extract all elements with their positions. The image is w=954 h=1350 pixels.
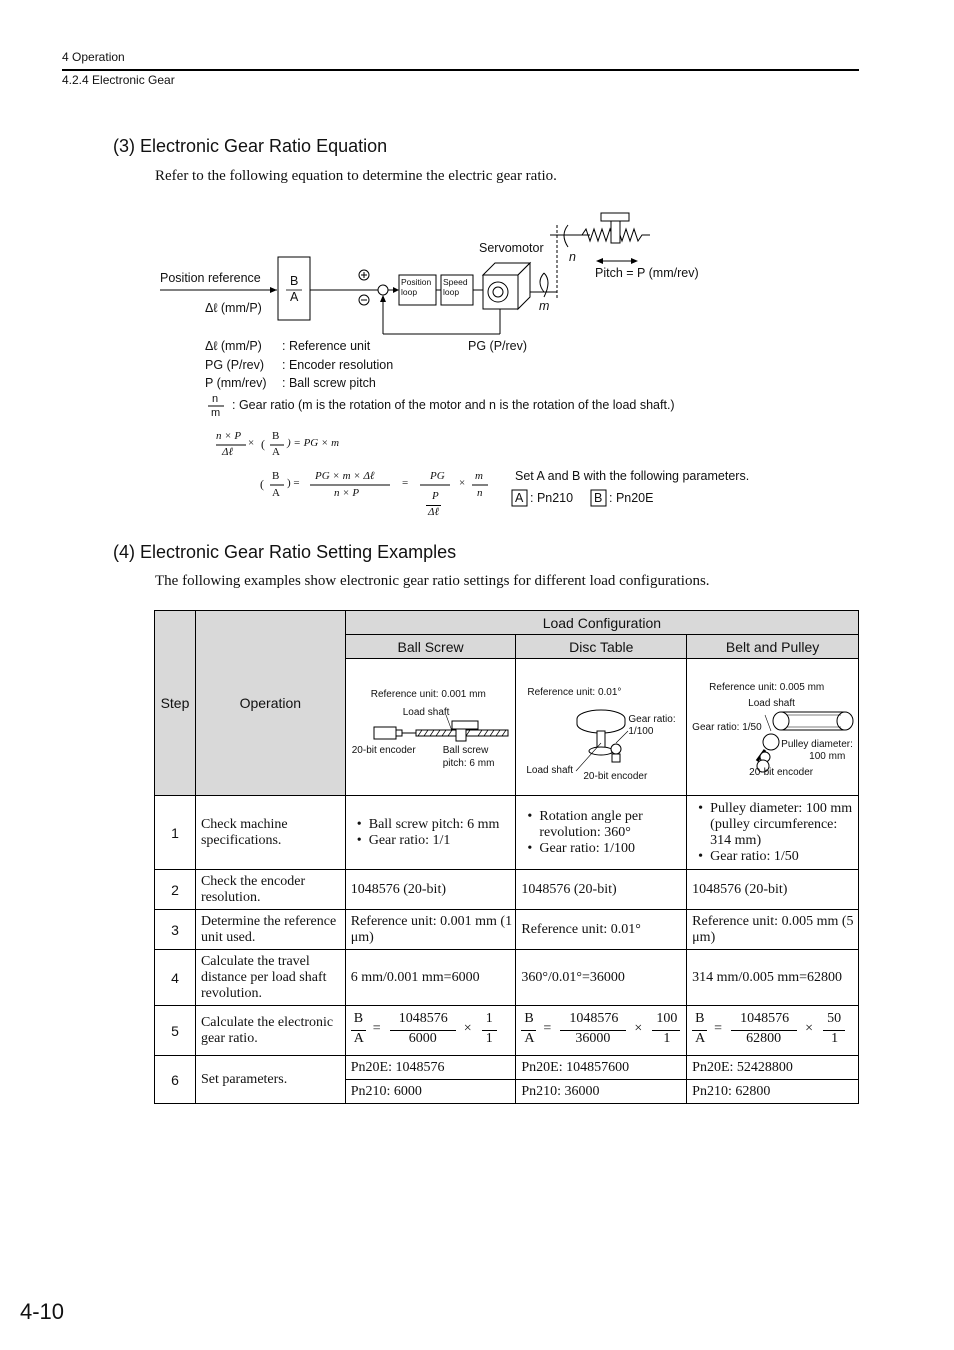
servomotor-label: Servomotor	[479, 241, 544, 255]
ratio-times: ×	[634, 1020, 643, 1036]
ratio-den-1: 62800	[746, 1030, 782, 1046]
ratio-equals: =	[372, 1020, 381, 1036]
eq2-num-1: PG × m × Δℓ	[315, 470, 375, 482]
table-row	[155, 1006, 859, 1056]
box-a-label: A	[290, 290, 299, 304]
ball-fig-pitch-1: Ball screw	[442, 745, 489, 756]
disc-table-cell: 360°/0.01°=36000	[516, 950, 687, 1006]
legend-desc-2: : Encoder resolution	[282, 358, 394, 372]
header-load-configuration: Load Configuration	[345, 611, 858, 635]
belt-pulley-cell: 1048576 (20-bit)	[687, 870, 859, 910]
ratio-a: A	[353, 1030, 364, 1046]
belt-pulley-spec-list	[692, 801, 858, 865]
ball-screw-cell	[345, 796, 516, 870]
legend-desc-1: : Reference unit	[282, 339, 371, 353]
belt-pulley-pn210: Pn210: 62800	[687, 1080, 859, 1104]
header-ball-screw: Ball Screw	[345, 635, 516, 659]
header-chapter: 4 Operation	[62, 50, 125, 64]
table-row	[155, 1056, 859, 1080]
speed-loop-label: Speed loop	[443, 277, 468, 297]
header-operation: Operation	[195, 611, 345, 796]
header-rule	[62, 69, 859, 71]
ratio-den-2: 1	[663, 1030, 671, 1046]
header-step: Step	[155, 611, 196, 796]
eq2-equals-2: =	[402, 477, 409, 489]
operation-text: Check the encoder resolution.	[195, 870, 345, 910]
belt-fig-ref: Reference unit: 0.005 mm	[709, 682, 825, 693]
eq2-den-3: n	[477, 487, 483, 499]
legend-sym-3: P (mm/rev)	[205, 376, 267, 390]
belt-fig-gear: Gear ratio: 1/50	[692, 722, 762, 733]
ball-fig-pitch-2: pitch: 6 mm	[442, 758, 495, 769]
operation-text: Set parameters.	[195, 1056, 345, 1104]
list-item: • Gear ratio: 1/1	[369, 833, 516, 849]
disc-fig-gear-2: 1/100	[628, 726, 654, 737]
belt-fig-pulley-2: 100 mm	[809, 751, 846, 762]
eq1-rhs: ) = PG × m	[287, 437, 340, 449]
position-reference-label: Position reference	[160, 271, 261, 285]
eq1-a: A	[272, 446, 280, 458]
disc-fig-shaft: Load shaft	[526, 765, 574, 776]
step-number: 5	[155, 1006, 196, 1056]
eq2-a: A	[272, 487, 280, 499]
ratio-num-2: 50	[827, 1010, 842, 1026]
table-row	[155, 796, 859, 870]
eq2-den-2-num: P	[432, 490, 439, 502]
disc-table-spec-list	[521, 809, 686, 857]
belt-fig-pulley-1: Pulley diameter:	[781, 739, 853, 750]
ball-fig-shaft: Load shaft	[402, 707, 450, 718]
ratio-bar	[692, 1030, 707, 1031]
m-rotation-label: m	[539, 299, 550, 313]
eq1-times: ×	[248, 437, 255, 449]
ball-screw-figure-cell	[345, 659, 516, 796]
ratio-num-1: 1048576	[740, 1010, 790, 1026]
disc-table-cell: Reference unit: 0.01°	[516, 910, 687, 950]
list-item: • Ball screw pitch: 6 mm	[369, 817, 516, 833]
gear-ratio-examples-table	[154, 610, 859, 1104]
ball-screw-cell: Reference unit: 0.001 mm (1 μm)	[345, 910, 516, 950]
reference-unit-label: Δℓ (mm/P)	[205, 301, 262, 315]
eq2-num-2: PG	[430, 470, 445, 482]
pitch-label: Pitch = P (mm/rev)	[595, 266, 699, 280]
ratio-equals: =	[714, 1020, 723, 1036]
belt-pulley-ratio-cell	[687, 1006, 859, 1056]
ratio-a: A	[695, 1030, 706, 1046]
disc-table-ratio	[516, 1007, 686, 1055]
step-number: 6	[155, 1056, 196, 1104]
ratio-bar	[351, 1030, 366, 1031]
table-row	[155, 910, 859, 950]
eq1-open-paren: (	[261, 437, 265, 451]
eq1-b: B	[272, 430, 280, 442]
disc-fig-ref: Reference unit: 0.01°	[527, 687, 622, 698]
pg-label: PG (P/rev)	[468, 339, 528, 353]
param-a-key: A	[515, 491, 524, 505]
param-b-value: : Pn20E	[609, 491, 654, 505]
disc-table-pn20e: Pn20E: 104857600	[516, 1056, 687, 1080]
ratio-a: A	[524, 1030, 535, 1046]
operation-text: Determine the reference unit used.	[195, 910, 345, 950]
list-item: • Pulley diameter: 100 mm (pulley circumference: 314 mm)	[710, 801, 858, 849]
ball-screw-illustration	[346, 659, 516, 795]
table-row	[155, 950, 859, 1006]
ratio-bar	[823, 1030, 845, 1031]
belt-fig-encoder: 20-bit encoder	[749, 767, 814, 778]
ratio-bar	[652, 1030, 680, 1031]
ball-screw-figure	[346, 659, 516, 795]
ball-screw-ratio	[346, 1007, 516, 1055]
ratio-times: ×	[463, 1020, 472, 1036]
legend-sym-2: PG (P/rev)	[205, 358, 265, 372]
belt-pulley-cell	[687, 796, 859, 870]
eq2-open-paren: (	[260, 477, 264, 491]
disc-fig-gear-1: Gear ratio:	[628, 714, 676, 725]
disc-table-pn210: Pn210: 36000	[516, 1080, 687, 1104]
header-disc-table: Disc Table	[516, 635, 687, 659]
legend-sym-1: Δℓ (mm/P)	[205, 339, 262, 353]
ball-screw-ratio-cell	[345, 1006, 516, 1056]
ball-fig-encoder: 20-bit encoder	[351, 745, 416, 756]
step-number: 2	[155, 870, 196, 910]
ratio-den-1: 6000	[408, 1030, 437, 1046]
step-number: 1	[155, 796, 196, 870]
list-item: • Gear ratio: 1/100	[539, 841, 686, 857]
n-rotation-label: n	[569, 250, 576, 264]
eq2-equals-1: ) =	[287, 477, 300, 489]
belt-pulley-cell: Reference unit: 0.005 mm (5 μm)	[687, 910, 859, 950]
operation-text: Calculate the travel distance per load shaft revolution.	[195, 950, 345, 1006]
box-b-label: B	[290, 274, 299, 288]
step-number: 4	[155, 950, 196, 1006]
eq2-b: B	[272, 470, 280, 482]
header-belt-pulley: Belt and Pulley	[687, 635, 859, 659]
eq1-den: Δℓ	[222, 446, 234, 458]
ball-fig-ref: Reference unit: 0.001 mm	[370, 689, 486, 700]
ratio-bar	[521, 1030, 536, 1031]
ratio-bar	[731, 1030, 797, 1031]
gear-ratio-num: n	[212, 393, 219, 405]
section-4-intro: The following examples show electronic gear ratio settings for different load configurations.	[155, 573, 710, 589]
belt-pulley-figure-cell	[687, 659, 859, 796]
eq1-num: n × P	[216, 430, 242, 442]
ratio-num-2: 100	[656, 1010, 678, 1026]
ratio-num-2: 1	[485, 1010, 493, 1026]
disc-fig-encoder: 20-bit encoder	[583, 771, 648, 782]
position-loop-label: Position loop	[401, 277, 432, 297]
gear-ratio-desc: : Gear ratio (m is the rotation of the motor and n is the rotation of the load shaft.)	[232, 398, 675, 412]
header-section: 4.2.4 Electronic Gear	[62, 73, 175, 87]
disc-table-cell	[516, 796, 687, 870]
ratio-b: B	[524, 1010, 534, 1026]
ball-screw-spec-list	[351, 817, 516, 849]
table-row	[155, 870, 859, 910]
operation-text: Check machine specifications.	[195, 796, 345, 870]
ball-screw-cell: 6 mm/0.001 mm=6000	[345, 950, 516, 1006]
operation-text: Calculate the electronic gear ratio.	[195, 1006, 345, 1056]
section-3-title: (3) Electronic Gear Ratio Equation	[113, 136, 388, 156]
ratio-b: B	[695, 1010, 705, 1026]
disc-table-ratio-cell	[516, 1006, 687, 1056]
gear-ratio-diagram	[150, 205, 870, 525]
section-4-title: (4) Electronic Gear Ratio Setting Examples	[113, 542, 457, 562]
ratio-b: B	[353, 1010, 364, 1026]
ratio-bar	[390, 1030, 456, 1031]
ball-screw-pn210: Pn210: 6000	[345, 1080, 516, 1104]
disc-table-figure	[516, 659, 686, 795]
gear-ratio-den: m	[211, 407, 221, 419]
ball-screw-cell: 1048576 (20-bit)	[345, 870, 516, 910]
ratio-num-1: 1048576	[398, 1010, 448, 1026]
eq2-times: ×	[459, 477, 466, 489]
eq2-den-1: n × P	[334, 487, 360, 499]
belt-pulley-pn20e: Pn20E: 52428800	[687, 1056, 859, 1080]
belt-fig-shaft: Load shaft	[748, 698, 795, 709]
disc-table-cell: 1048576 (20-bit)	[516, 870, 687, 910]
list-item: • Rotation angle per revolution: 360°	[539, 809, 686, 841]
section-3-intro: Refer to the following equation to determine the electric gear ratio.	[155, 168, 557, 184]
eq2-num-3: m	[475, 470, 483, 482]
ratio-den-1: 36000	[575, 1030, 611, 1046]
param-b-key: B	[594, 491, 603, 505]
step-number: 3	[155, 910, 196, 950]
legend-desc-3: : Ball screw pitch	[282, 376, 376, 390]
eq2-den-2-den: Δℓ	[428, 506, 440, 518]
disc-table-figure-cell	[516, 659, 687, 796]
ratio-equals: =	[543, 1020, 552, 1036]
list-item: • Gear ratio: 1/50	[710, 849, 858, 865]
ratio-den-2: 1	[831, 1030, 839, 1046]
belt-pulley-figure	[687, 659, 858, 795]
param-a-value: : Pn210	[530, 491, 574, 505]
ratio-bar	[482, 1030, 497, 1031]
ratio-num-1: 1048576	[569, 1010, 619, 1026]
page-number: 4-10	[20, 1299, 65, 1324]
set-params-text: Set A and B with the following parameters.	[515, 469, 750, 483]
belt-pulley-ratio	[687, 1007, 858, 1055]
ratio-den-2: 1	[485, 1030, 493, 1046]
ball-screw-pn20e: Pn20E: 1048576	[345, 1056, 516, 1080]
ratio-bar	[560, 1030, 626, 1031]
ratio-times: ×	[805, 1020, 814, 1036]
belt-pulley-cell: 314 mm/0.005 mm=62800	[687, 950, 859, 1006]
